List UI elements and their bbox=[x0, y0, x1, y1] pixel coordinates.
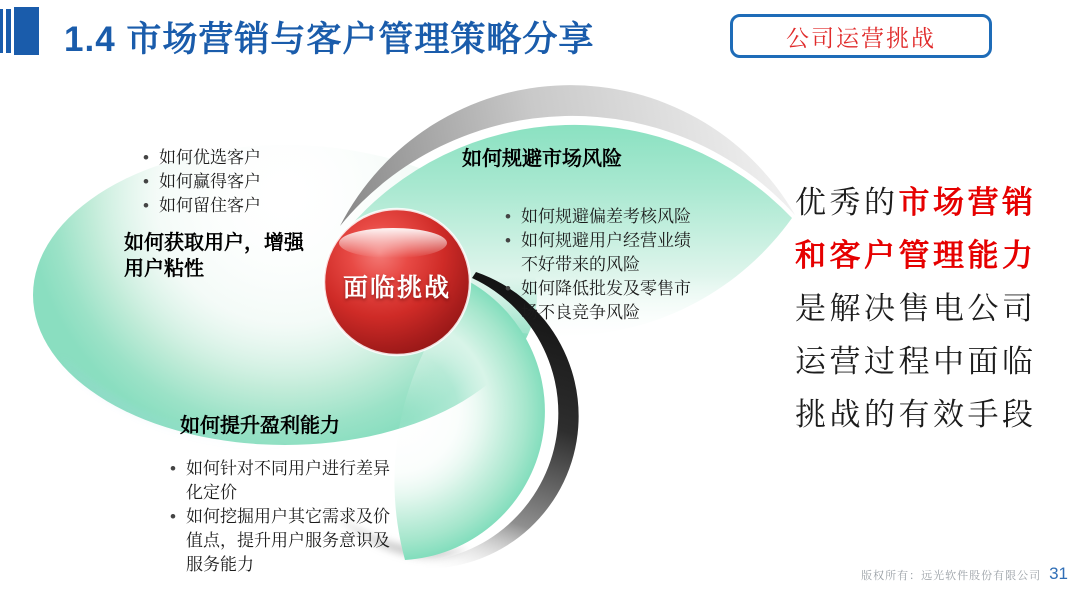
group-risk bbox=[462, 146, 722, 325]
list-item: • 如何规避偏差考核风险 bbox=[505, 205, 701, 229]
bullet-marker: • bbox=[505, 279, 511, 298]
footer bbox=[861, 564, 1068, 584]
bullet-marker: • bbox=[505, 207, 511, 226]
list-item: • 如何挖掘用户其它需求及价值点，提升用户服务意识及服务能力 bbox=[170, 505, 396, 577]
page-number: 31 bbox=[1049, 564, 1068, 583]
list-item: • 如何规避用户经营业绩不好带来的风险 bbox=[505, 229, 701, 277]
summary-suffix: 是解决售电公司运营过程中面临挑战的有效手段 bbox=[795, 291, 1037, 432]
list-item: • 如何针对不同用户进行差异化定价 bbox=[170, 457, 396, 505]
group-acquire-heading: 如何获取用户，增强用户粘性 bbox=[124, 232, 304, 280]
group-acquire-bullets bbox=[143, 146, 333, 218]
group-profit bbox=[170, 413, 460, 577]
bullet-marker: • bbox=[143, 172, 149, 191]
topic-badge: 公司运营挑战 bbox=[730, 14, 992, 58]
summary-emphasis: 市场营销和客户管理能力 bbox=[795, 185, 1037, 273]
copyright-text: 版权所有：远光软件股份有限公司 bbox=[861, 570, 1042, 582]
group-profit-heading: 如何提升盈利能力 bbox=[180, 415, 340, 437]
bullet-marker: • bbox=[170, 507, 176, 526]
summary-prefix: 优秀的 bbox=[795, 185, 899, 220]
bullet-marker: • bbox=[170, 459, 176, 478]
page-title: 1.4 市场营销与客户管理策略分享 bbox=[64, 20, 595, 59]
bullet-marker: • bbox=[143, 196, 149, 215]
challenge-ball-label: 面临挑战 bbox=[342, 274, 451, 302]
summary-paragraph bbox=[795, 176, 1047, 441]
list-item: • 如何留住客户 bbox=[143, 194, 333, 218]
list-item: • 如何优选客户 bbox=[143, 146, 333, 170]
group-risk-heading: 如何规避市场风险 bbox=[462, 148, 622, 170]
bullet-marker: • bbox=[505, 231, 511, 250]
bullet-marker: • bbox=[143, 148, 149, 167]
list-item: • 如何赢得客户 bbox=[143, 170, 333, 194]
challenge-ball-gloss bbox=[339, 228, 447, 258]
list-item: • 如何降低批发及零售市场不良竞争风险 bbox=[505, 277, 701, 325]
